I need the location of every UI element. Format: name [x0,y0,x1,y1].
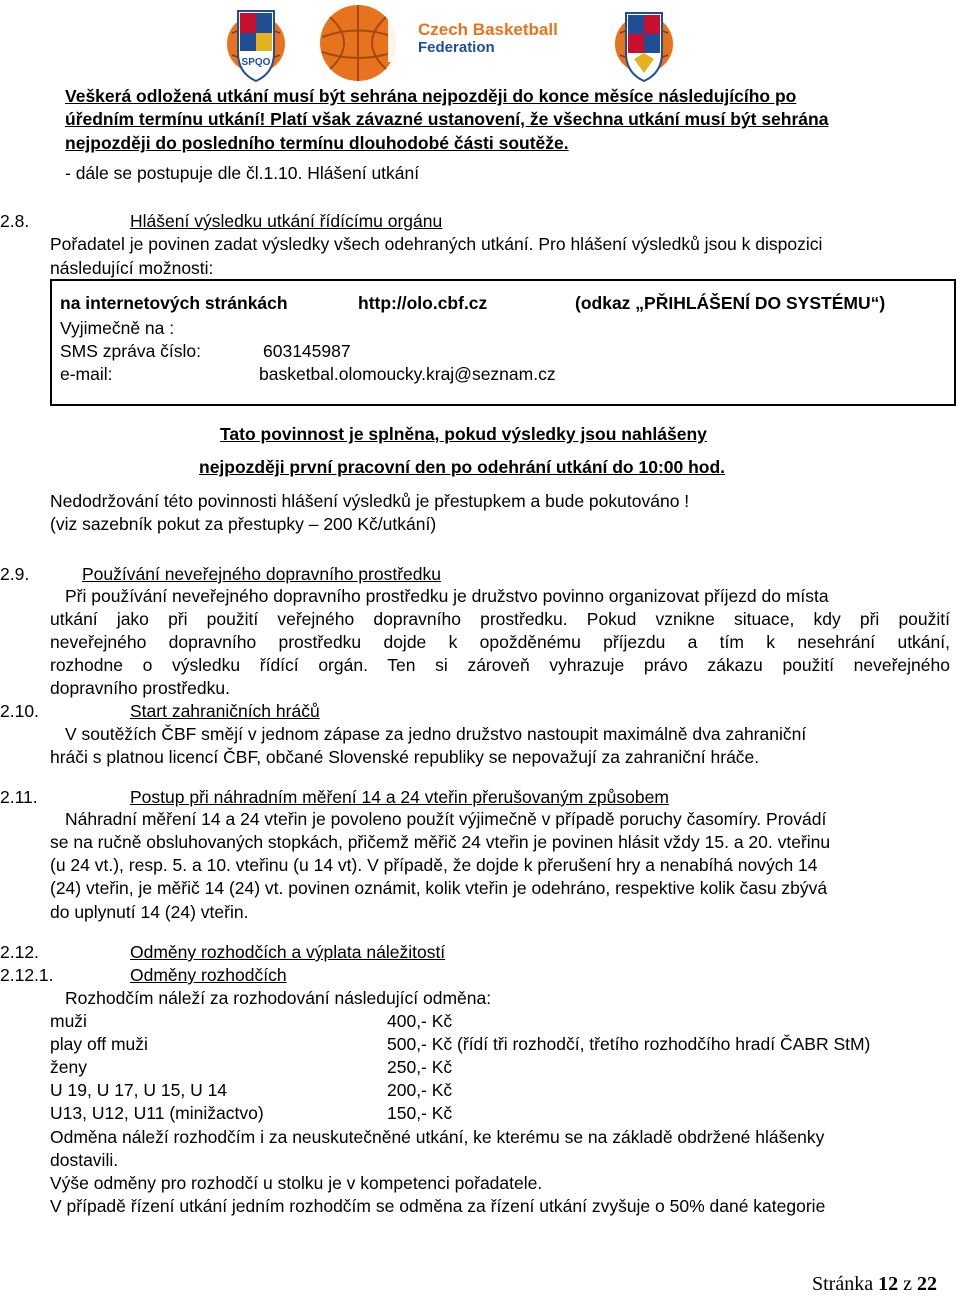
section-2-12-title: Odměny rozhodčích a výplata náležitostí [130,942,446,962]
web-url[interactable]: http://olo.cbf.cz [358,293,488,313]
obligation-line-2: nejpozději první pracovní den po odehrání utkání do 10:00 hod. [199,457,726,477]
rates-after-line-2: dostavili. [50,1150,119,1170]
section-2-11-line-2: se na ručně obsluhovaných stopkách, přičemž měřič 24 vteřin je povinen hlásit vždy 15. a 20. vteřinu [50,832,831,852]
rate-amount: 200,- Kč [387,1080,453,1100]
section-2-12-1-title: Odměny rozhodčích [130,965,287,985]
top-line-4: - dále se postupuje dle čl.1.10. Hlášení utkání [65,163,420,183]
section-2-10-number: 2.10. [0,701,39,721]
sms-label: SMS zpráva číslo: [60,341,202,361]
web-note: (odkaz „PŘIHLÁŠENÍ DO SYSTÉMU“) [575,293,886,313]
section-2-9-line-1: Při používání neveřejného dopravního prostředku je družstvo povinno organizovat příjezd do místa [65,586,829,606]
penalty-line-1: Nedodržování této povinnosti hlášení výsledků je přestupkem a bude pokutováno ! [50,491,690,511]
rate-category: U13, U12, U11 (minižactvo) [50,1103,264,1123]
section-2-8-p2: následující možnosti: [50,258,214,278]
sms-number: 603145987 [263,341,351,361]
page-number-footer [812,1273,937,1296]
rates-after-line-1: Odměna náleží rozhodčím i za neuskutečněné utkání, ke kterému se na základě obdržené hlášenky [50,1127,825,1147]
rates-after-line-4: V případě řízení utkání jedním rozhodčím se odměna za řízení utkání zvyšuje o 50% dané kategorie [50,1196,826,1216]
section-2-8-number: 2.8. [0,211,30,231]
top-line-2: úředním termínu utkání! Platí však závazné ustanovení, že všechna utkání musí být sehrána [65,109,829,129]
section-2-9-title: Používání neveřejného dopravního prostředku [82,564,441,584]
section-2-8-p1: Pořadatel je povinen zadat výsledky všech odehraných utkání. Pro hlášení výsledků jsou k dispozici [50,234,823,254]
except-label: Vyjimečně na : [60,318,175,338]
section-2-11-line-3: (u 24 vt.), resp. 5. a 10. vteřinu (u 14 vt). V případě, že dojde k přerušení hry a nenabíhá nových 14 [50,855,818,875]
top-line-1: Veškerá odložená utkání musí být sehrána nejpozději do konce měsíce následujícího po [65,86,797,106]
rate-amount: 400,- Kč [387,1011,453,1031]
email-label: e-mail: [60,364,113,384]
section-2-11-number: 2.11. [0,787,38,807]
penalty-line-2: (viz sazebník pokut za přestupky – 200 Kč/utkání) [50,514,437,534]
section-2-8-title: Hlášení výsledku utkání řídícímu orgánu [130,211,443,231]
rate-amount: 500,- Kč (řídí tři rozhodčí, třetího rozhodčího hradí ČABR StM) [387,1034,871,1054]
rate-category: play off muži [50,1034,148,1054]
section-2-10-line-2: hráči s platnou licencí ČBF, občané Slovenské republiky se nepovažují za zahraniční hráče. [50,747,760,767]
cbf-logo-line2: Federation [418,39,495,56]
rate-category: ženy [50,1057,87,1077]
section-2-10-title: Start zahraničních hráčů [130,701,320,721]
section-2-11-title: Postup při náhradním měření 14 a 24 vteřin přerušovaným způsobem [130,787,669,807]
page-prefix: Stránka [812,1273,874,1295]
top-line-3: nejpozději do posledního termínu dlouhodobé části soutěže. [65,133,569,153]
section-2-11-line-1: Náhradní měření 14 a 24 vteřin je povoleno použít výjimečně v případě poruchy časomíry. Provádí [65,809,827,829]
section-2-12-1-number: 2.12.1. [0,965,54,985]
email-address[interactable]: basketbal.olomoucky.kraj@seznam.cz [259,364,556,384]
cbf-logo [318,2,570,84]
rates-after-line-3: Výše odměny pro rozhodčí u stolku je v kompetenci pořadatele. [50,1173,543,1193]
page-current: 12 [878,1273,899,1295]
page-total: 22 [916,1273,937,1295]
rate-category: muži [50,1011,87,1031]
regional-shield-logo [614,3,674,85]
web-label: na internetových stránkách [60,293,288,313]
section-2-9-line-3: neveřejného dopravního prostředku dojde k opožděnému příjezdu a tím k nesehrání utkání, [50,632,950,652]
section-2-12-number: 2.12. [0,942,39,962]
rates-intro: Rozhodčím náleží za rozhodování následující odměna: [65,988,492,1008]
rate-amount: 250,- Kč [387,1057,453,1077]
olomouc-region-logo [226,3,286,85]
rate-category: U 19, U 17, U 15, U 14 [50,1080,228,1100]
section-2-11-line-5: do uplynutí 14 (24) vteřin. [50,902,249,922]
section-2-11-line-4: (24) vteřin, je měřič 14 (24) vt. povinen oznámit, kolik vteřin je odehráno, respektive kolik času zbývá [50,878,828,898]
section-2-10-line-1: V soutěžích ČBF smějí v jednom zápase za jedno družstvo nastoupit maximálně dva zahraniční [65,724,807,744]
section-2-9-line-5: dopravního prostředku. [50,678,230,698]
rate-amount: 150,- Kč [387,1103,453,1123]
section-2-9-line-2: utkání jako při použití veřejného dopravního prostředku. Pokud vznikne situace, kdy při použití [50,609,950,629]
obligation-line-1: Tato povinnost je splněna, pokud výsledky jsou nahlášeny [220,424,707,444]
page-sep: z [903,1273,912,1295]
cbf-logo-line1: Czech Basketball [418,20,558,39]
section-2-9-number: 2.9. [0,564,30,584]
section-2-9-line-4: rozhodne o výsledku řídící orgán. Ten si zároveň vyhrazuje právo zákazu použití neveřejného [50,655,950,675]
svg-text:SPQO: SPQO [241,57,271,68]
